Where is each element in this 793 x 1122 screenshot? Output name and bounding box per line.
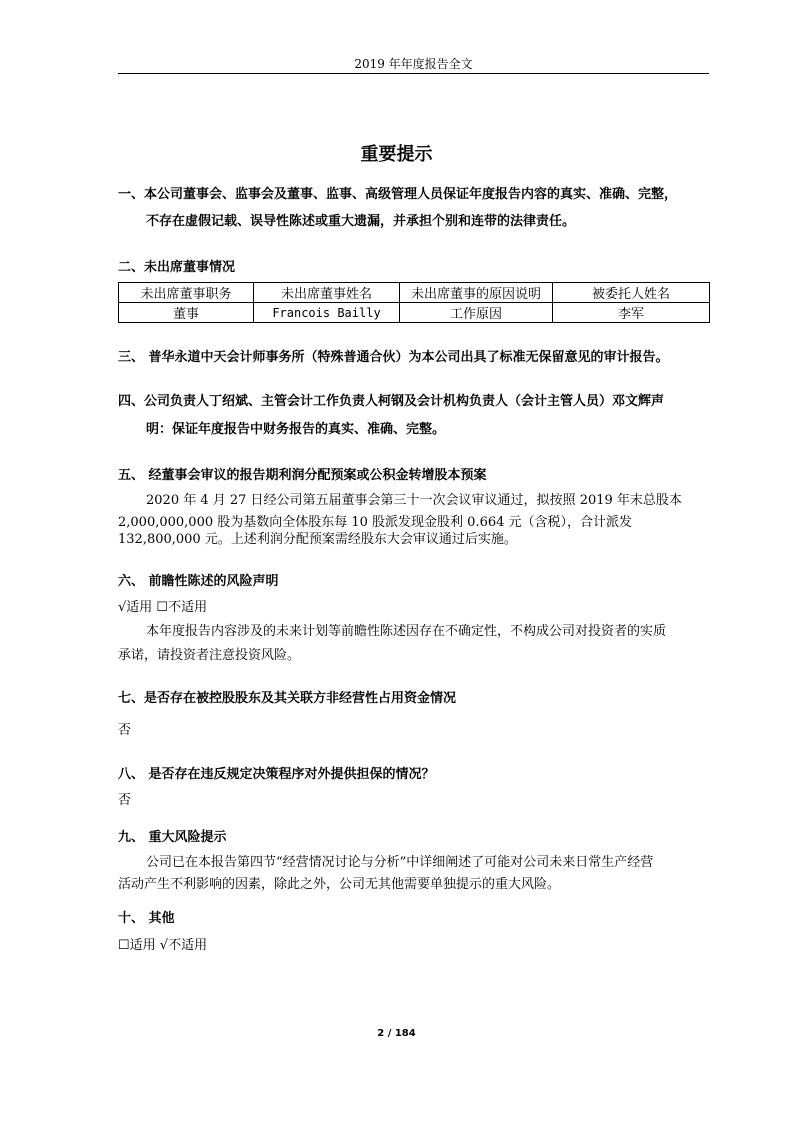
- page-title: 重要提示: [360, 144, 433, 165]
- section-9-heading: 九、 重大风险提示: [118, 830, 227, 845]
- table-cell: Francois Bailly: [254, 303, 400, 323]
- section-10-heading: 十、 其他: [118, 911, 175, 926]
- section-6-line-1: 本年度报告内容涉及的未来计划等前瞻性陈述因存在不确定性，不构成公司对投资者的实质: [146, 624, 667, 639]
- section-7-answer: 否: [118, 723, 132, 738]
- section-8-heading: 八、 是否存在违反规定决策程序对外提供担保的情况？: [118, 767, 435, 782]
- section-5-heading: 五、 经董事会审议的报告期利润分配预案或公积金转增股本预案: [118, 468, 487, 483]
- section-1-line-1: 一、本公司董事会、监事会及董事、监事、高级管理人员保证年度报告内容的真实、准确、完整，: [118, 187, 678, 202]
- section-4-line-2: 明：保证年度报告中财务报告的真实、准确、完整。: [146, 422, 446, 437]
- page-number: 2 / 184: [377, 1028, 416, 1039]
- section-5-line-2: 2,000,000,000 股为基数向全体股东每 10 股派发现金股利 0.664 元（含税），合计派发: [118, 515, 633, 530]
- header-rule: [118, 73, 709, 74]
- section-10-applicability: ☐适用 √不适用: [118, 938, 208, 953]
- section-7-heading: 七、是否存在被控股股东及其关联方非经营性占用资金情况: [118, 691, 457, 706]
- section-5-line-1: 2020 年 4 月 27 日经公司第五届董事会第三十一次会议审议通过，拟按照 2019 年末总股本: [146, 493, 682, 508]
- section-4-line-1: 四、公司负责人丁绍斌、主管会计工作负责人柯钢及会计机构负责人（会计主管人员）邓文辉声: [118, 394, 665, 409]
- table-cell: 工作原因: [400, 303, 553, 323]
- section-5-line-3: 132,800,000 元。上述利润分配预案需经股东大会审议通过后实施。: [118, 532, 517, 547]
- section-6-line-2: 承诺，请投资者注意投资风险。: [118, 648, 301, 663]
- section-3-text: 三、 普华永道中天会计师事务所（特殊普通合伙）为本公司出具了标准无保留意见的审计报告。: [118, 350, 669, 365]
- section-9-line-1: 公司已在本报告第四节“经营情况讨论与分析”中详细阐述了可能对公司未来日常生产经营: [146, 855, 654, 870]
- section-8-answer: 否: [118, 793, 132, 808]
- table-header-row: [119, 283, 710, 303]
- absent-directors-table: [118, 282, 710, 323]
- table-header-cell: 未出席董事职务: [119, 283, 254, 303]
- table-cell: 董事: [119, 303, 254, 323]
- table-cell: 李军: [553, 303, 710, 323]
- section-2-heading: 二、未出席董事情况: [118, 260, 236, 275]
- section-6-heading: 六、 前瞻性陈述的风险声明: [118, 574, 279, 589]
- table-header-cell: 被委托人姓名: [553, 283, 710, 303]
- section-6-applicability: √适用 ☐不适用: [118, 600, 208, 615]
- section-1-line-2: 不存在虚假记载、误导性陈述或重大遗漏，并承担个别和连带的法律责任。: [146, 214, 576, 229]
- table-header-cell: 未出席董事姓名: [254, 283, 400, 303]
- section-9-line-2: 活动产生不利影响的因素，除此之外，公司无其他需要单独提示的重大风险。: [118, 877, 561, 892]
- running-header: 2019 年年度报告全文: [354, 57, 473, 71]
- table-header-cell: 未出席董事的原因说明: [400, 283, 553, 303]
- table-row: [119, 303, 710, 323]
